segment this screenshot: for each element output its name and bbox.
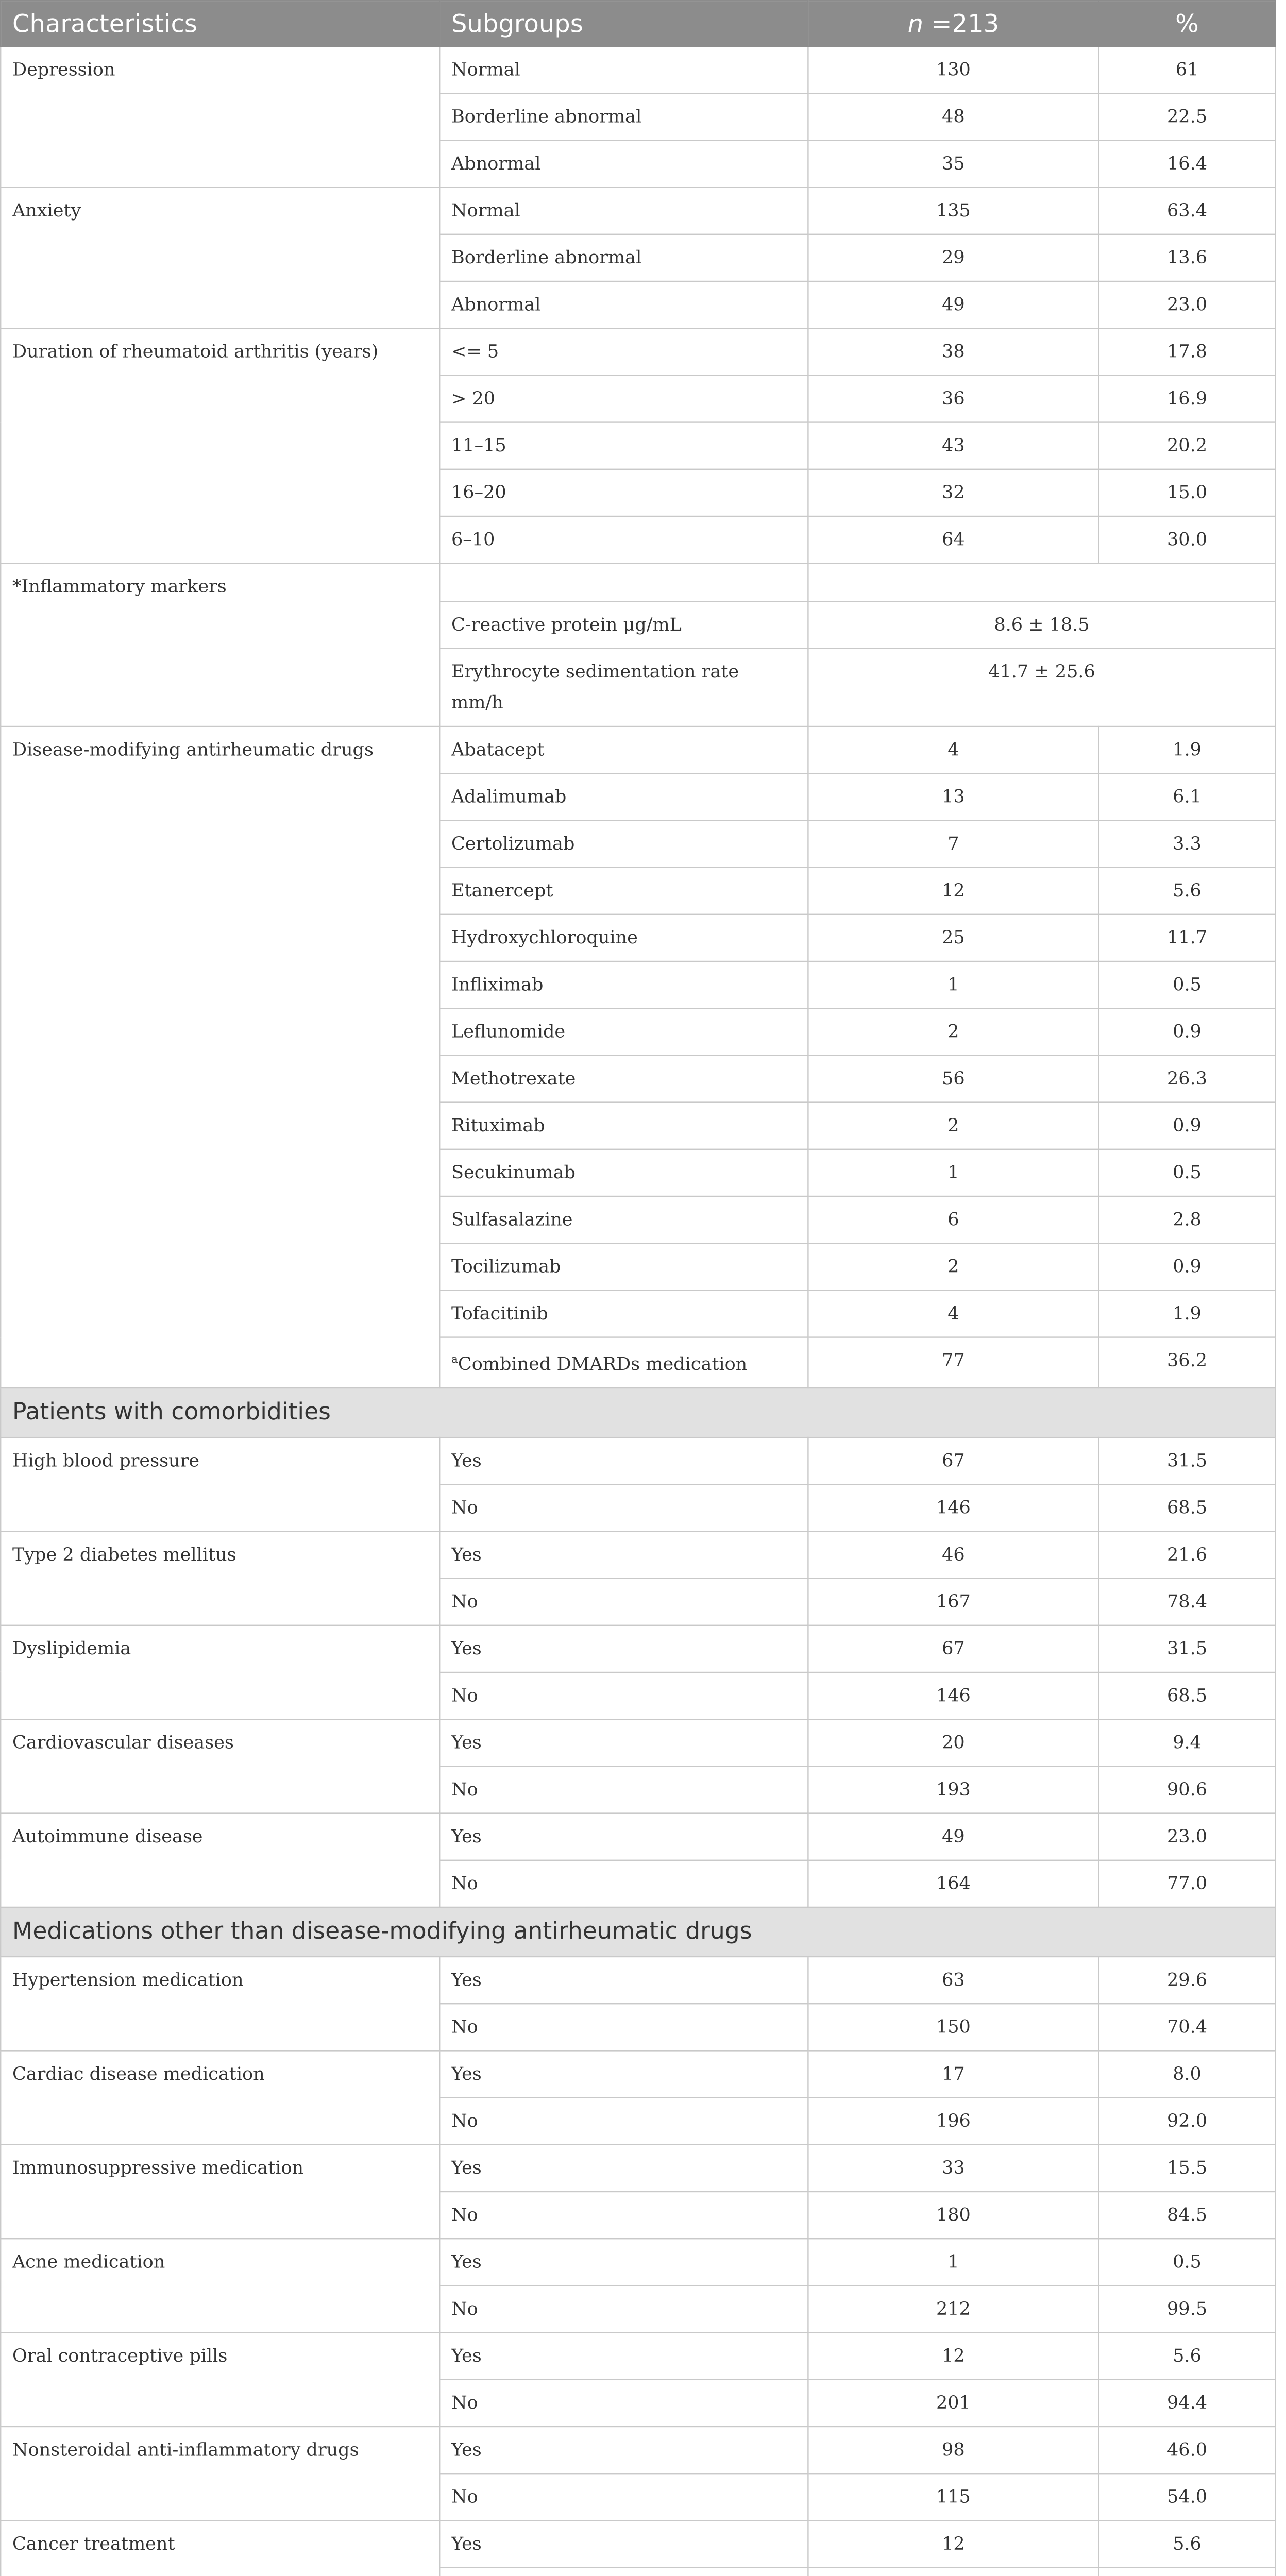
pct-cell: 16.4 xyxy=(1098,140,1275,187)
empty-cell xyxy=(808,563,1275,601)
n-cell: 43 xyxy=(808,422,1098,469)
n-cell: 35 xyxy=(808,140,1098,187)
pct-cell: 0.5 xyxy=(1098,1149,1275,1196)
header-n-label: n xyxy=(907,8,924,39)
n-cell: 2 xyxy=(808,1243,1098,1290)
subgroup-cell: <= 5 xyxy=(439,328,808,375)
row-label: Dyslipidemia xyxy=(1,1625,439,1719)
row-label: Immunosuppressive medication xyxy=(1,2144,439,2238)
subgroup-cell: Abatacept xyxy=(439,726,808,773)
n-cell: 56 xyxy=(808,1055,1098,1102)
n-cell: 49 xyxy=(808,281,1098,328)
header-row xyxy=(1,1,1275,46)
subgroup-cell: No xyxy=(439,1672,808,1719)
footnote-mark: a xyxy=(451,1354,458,1366)
pct-cell: 92.0 xyxy=(1098,2097,1275,2144)
n-cell: 4 xyxy=(808,1290,1098,1337)
pct-cell: 5.6 xyxy=(1098,2520,1275,2567)
subgroup-cell: Yes xyxy=(439,2050,808,2097)
n-cell: 1 xyxy=(808,1149,1098,1196)
pct-cell: 68.5 xyxy=(1098,1672,1275,1719)
pct-cell: 22.5 xyxy=(1098,93,1275,140)
pct-cell: 9.4 xyxy=(1098,1719,1275,1766)
subgroup-cell: Tocilizumab xyxy=(439,1243,808,1290)
pct-cell: 3.3 xyxy=(1098,820,1275,867)
pct-cell: 5.6 xyxy=(1098,2332,1275,2379)
row-label-inflammatory: *Inflammatory markers xyxy=(1,563,439,726)
n-cell: 20 xyxy=(808,1719,1098,1766)
subgroup-cell: Erythrocyte sedimentation rate mm/h xyxy=(439,649,808,726)
subgroup-cell: No xyxy=(439,2004,808,2050)
pct-cell: 77.0 xyxy=(1098,1860,1275,1907)
subgroup-cell: Yes xyxy=(439,2520,808,2567)
table-row xyxy=(1,46,1275,93)
row-label: Autoimmune disease xyxy=(1,1813,439,1907)
table-row xyxy=(1,2520,1275,2567)
pct-cell: 68.5 xyxy=(1098,1484,1275,1531)
pct-cell: 1.9 xyxy=(1098,726,1275,773)
pct-cell: 1.9 xyxy=(1098,1290,1275,1337)
table-row xyxy=(1,2427,1275,2473)
n-cell: 201 xyxy=(808,2379,1098,2426)
pct-cell: 26.3 xyxy=(1098,1055,1275,1102)
n-cell: 48 xyxy=(808,93,1098,140)
pct-cell: 8.0 xyxy=(1098,2050,1275,2097)
table-row xyxy=(1,188,1275,234)
subgroup-cell: Hydroxychloroquine xyxy=(439,914,808,961)
header-percent: % xyxy=(1098,1,1275,46)
subgroup-cell: Yes xyxy=(439,1813,808,1860)
row-label-depression: Depression xyxy=(1,46,439,188)
subgroup-cell: Yes xyxy=(439,1531,808,1578)
n-cell: 150 xyxy=(808,2004,1098,2050)
pct-cell: 46.0 xyxy=(1098,2427,1275,2473)
pct-cell: 11.7 xyxy=(1098,914,1275,961)
n-cell: 6 xyxy=(808,1196,1098,1243)
subgroup-cell: No xyxy=(439,1766,808,1813)
n-cell: 67 xyxy=(808,1437,1098,1484)
medications-section xyxy=(1,1907,1275,1957)
n-cell: 12 xyxy=(808,2332,1098,2379)
subgroup-cell: Secukinumab xyxy=(439,1149,808,1196)
n-cell: 12 xyxy=(808,868,1098,914)
section-title: Patients with comorbidities xyxy=(1,1388,1275,1437)
subgroup-cell: Yes xyxy=(439,1957,808,2004)
n-cell: 38 xyxy=(808,328,1098,375)
table-row xyxy=(1,2144,1275,2191)
n-cell: 135 xyxy=(808,188,1098,234)
empty-cell xyxy=(439,563,808,601)
header-characteristics: Characteristics xyxy=(1,1,439,46)
subgroup-cell: No xyxy=(439,2097,808,2144)
pct-cell: 30.0 xyxy=(1098,516,1275,563)
n-cell: 32 xyxy=(808,469,1098,516)
row-label: Cancer treatment xyxy=(1,2520,439,2576)
pct-cell: 29.6 xyxy=(1098,1957,1275,2004)
n-cell: 2 xyxy=(808,1103,1098,1149)
pct-cell: 15.0 xyxy=(1098,469,1275,516)
subgroup-cell: Adalimumab xyxy=(439,773,808,820)
pct-cell: 5.6 xyxy=(1098,868,1275,914)
subgroup-cell: Yes xyxy=(439,1719,808,1766)
subgroup-cell: Borderline abnormal xyxy=(439,93,808,140)
pct-cell: 61 xyxy=(1098,46,1275,93)
n-cell: 146 xyxy=(808,1672,1098,1719)
header-n xyxy=(808,1,1098,46)
table-row xyxy=(1,1437,1275,1484)
pct-cell: 0.5 xyxy=(1098,2239,1275,2285)
n-cell: 115 xyxy=(808,2473,1098,2520)
n-cell: 67 xyxy=(808,1625,1098,1672)
subgroup-cell: Abnormal xyxy=(439,140,808,187)
section-header-comorbidities xyxy=(1,1388,1275,1437)
subgroup-cell xyxy=(439,2567,808,2576)
section-title: Medications other than disease-modifying antirheumatic drugs xyxy=(1,1907,1275,1957)
row-label: Type 2 diabetes mellitus xyxy=(1,1531,439,1625)
subgroup-cell: C-reactive protein μg/mL xyxy=(439,602,808,649)
subgroup-cell: Normal xyxy=(439,188,808,234)
table-row xyxy=(1,563,1275,601)
subgroup-cell: No xyxy=(439,2285,808,2332)
subgroup-cell: No xyxy=(439,1578,808,1625)
n-cell: 49 xyxy=(808,1813,1098,1860)
row-label-dmards: Disease-modifying antirheumatic drugs xyxy=(1,726,439,1388)
n-cell: 77 xyxy=(808,1337,1098,1388)
n-cell xyxy=(808,2567,1098,2576)
pct-cell: 63.4 xyxy=(1098,188,1275,234)
table-row xyxy=(1,1719,1275,1766)
subgroup-cell: Certolizumab xyxy=(439,820,808,867)
n-cell: 146 xyxy=(808,1484,1098,1531)
subgroup-cell: Rituximab xyxy=(439,1103,808,1149)
n-cell: 167 xyxy=(808,1578,1098,1625)
pct-cell: 94.4 xyxy=(1098,2379,1275,2426)
pct-cell: 20.2 xyxy=(1098,422,1275,469)
pct-cell: 15.5 xyxy=(1098,2144,1275,2191)
combined-label: Combined DMARDs medication xyxy=(458,1353,748,1375)
pct-cell: 78.4 xyxy=(1098,1578,1275,1625)
subgroup-cell: Methotrexate xyxy=(439,1055,808,1102)
table-row xyxy=(1,328,1275,375)
row-label: Cardiovascular diseases xyxy=(1,1719,439,1813)
subgroup-cell: No xyxy=(439,2192,808,2239)
subgroup-cell: Yes xyxy=(439,2332,808,2379)
medications-rows xyxy=(1,1957,1275,2576)
n-cell: 1 xyxy=(808,961,1098,1008)
n-cell: 98 xyxy=(808,2427,1098,2473)
header-subgroups: Subgroups xyxy=(439,1,808,46)
pct-cell: 0.9 xyxy=(1098,1103,1275,1149)
n-cell: 63 xyxy=(808,1957,1098,2004)
n-cell: 193 xyxy=(808,1766,1098,1813)
subgroup-cell: Abnormal xyxy=(439,281,808,328)
subgroup-cell: 11–15 xyxy=(439,422,808,469)
table-row xyxy=(1,1813,1275,1860)
subgroup-cell: > 20 xyxy=(439,375,808,422)
subgroup-cell: Normal xyxy=(439,46,808,93)
pct-cell xyxy=(1098,2567,1275,2576)
n-cell: 2 xyxy=(808,1008,1098,1055)
pct-cell: 0.9 xyxy=(1098,1008,1275,1055)
pct-cell: 2.8 xyxy=(1098,1196,1275,1243)
n-cell: 64 xyxy=(808,516,1098,563)
subgroup-cell: Yes xyxy=(439,1625,808,1672)
n-cell: 7 xyxy=(808,820,1098,867)
table-row xyxy=(1,2050,1275,2097)
subgroup-cell: Leflunomide xyxy=(439,1008,808,1055)
pct-cell: 6.1 xyxy=(1098,773,1275,820)
n-cell: 33 xyxy=(808,2144,1098,2191)
subgroup-cell: Infliximab xyxy=(439,961,808,1008)
n-cell: 196 xyxy=(808,2097,1098,2144)
pct-cell: 84.5 xyxy=(1098,2192,1275,2239)
comorbidities-rows xyxy=(1,1437,1275,1907)
subgroup-cell: Sulfasalazine xyxy=(439,1196,808,1243)
n-cell: 164 xyxy=(808,1860,1098,1907)
subgroup-cell: 6–10 xyxy=(439,516,808,563)
table-row xyxy=(1,1957,1275,2004)
pct-cell: 90.6 xyxy=(1098,1766,1275,1813)
pct-cell: 0.5 xyxy=(1098,961,1275,1008)
n-cell: 25 xyxy=(808,914,1098,961)
n-cell: 13 xyxy=(808,773,1098,820)
subgroup-cell: Yes xyxy=(439,1437,808,1484)
n-cell: 1 xyxy=(808,2239,1098,2285)
subgroup-cell: Yes xyxy=(439,2144,808,2191)
table-row xyxy=(1,1625,1275,1672)
subgroup-cell: Yes xyxy=(439,2239,808,2285)
n-cell: 212 xyxy=(808,2285,1098,2332)
subgroup-cell: No xyxy=(439,2473,808,2520)
subgroup-cell: Etanercept xyxy=(439,868,808,914)
row-label: Hypertension medication xyxy=(1,1957,439,2050)
n-cell: 46 xyxy=(808,1531,1098,1578)
n-cell: 29 xyxy=(808,234,1098,281)
pct-cell: 23.0 xyxy=(1098,1813,1275,1860)
pct-cell: 16.9 xyxy=(1098,375,1275,422)
subgroup-cell: No xyxy=(439,2379,808,2426)
pct-cell: 13.6 xyxy=(1098,234,1275,281)
subgroup-cell: 16–20 xyxy=(439,469,808,516)
pct-cell: 23.0 xyxy=(1098,281,1275,328)
pct-cell: 54.0 xyxy=(1098,2473,1275,2520)
table-row xyxy=(1,2239,1275,2285)
row-label-anxiety: Anxiety xyxy=(1,188,439,329)
row-label: High blood pressure xyxy=(1,1437,439,1531)
table-row xyxy=(1,1531,1275,1578)
row-label: Nonsteroidal anti-inflammatory drugs xyxy=(1,2427,439,2520)
esr-value-cell: 41.7 ± 25.6 xyxy=(808,649,1275,726)
n-cell: 180 xyxy=(808,2192,1098,2239)
subgroup-cell: No xyxy=(439,1860,808,1907)
n-cell: 12 xyxy=(808,2520,1098,2567)
row-label: Acne medication xyxy=(1,2239,439,2332)
n-cell: 36 xyxy=(808,375,1098,422)
pct-cell: 99.5 xyxy=(1098,2285,1275,2332)
n-cell: 4 xyxy=(808,726,1098,773)
pct-cell: 21.6 xyxy=(1098,1531,1275,1578)
pct-cell: 36.2 xyxy=(1098,1337,1275,1388)
n-cell: 130 xyxy=(808,46,1098,93)
row-label-duration: Duration of rheumatoid arthritis (years) xyxy=(1,328,439,563)
crp-value-cell: 8.6 ± 18.5 xyxy=(808,602,1275,649)
subgroup-cell xyxy=(439,1337,808,1388)
pct-cell: 31.5 xyxy=(1098,1625,1275,1672)
table-row xyxy=(1,2332,1275,2379)
pct-cell: 0.9 xyxy=(1098,1243,1275,1290)
header-n-value: =213 xyxy=(923,8,1000,39)
n-cell: 17 xyxy=(808,2050,1098,2097)
pct-cell: 70.4 xyxy=(1098,2004,1275,2050)
subgroup-cell: Borderline abnormal xyxy=(439,234,808,281)
subgroup-cell: Yes xyxy=(439,2427,808,2473)
row-label: Cardiac disease medication xyxy=(1,2050,439,2144)
subgroup-cell: Tofacitinib xyxy=(439,1290,808,1337)
table-row xyxy=(1,726,1275,773)
section-header-medications xyxy=(1,1907,1275,1957)
pct-cell: 17.8 xyxy=(1098,328,1275,375)
subgroup-cell: No xyxy=(439,1484,808,1531)
row-label: Oral contraceptive pills xyxy=(1,2332,439,2426)
pct-cell: 31.5 xyxy=(1098,1437,1275,1484)
